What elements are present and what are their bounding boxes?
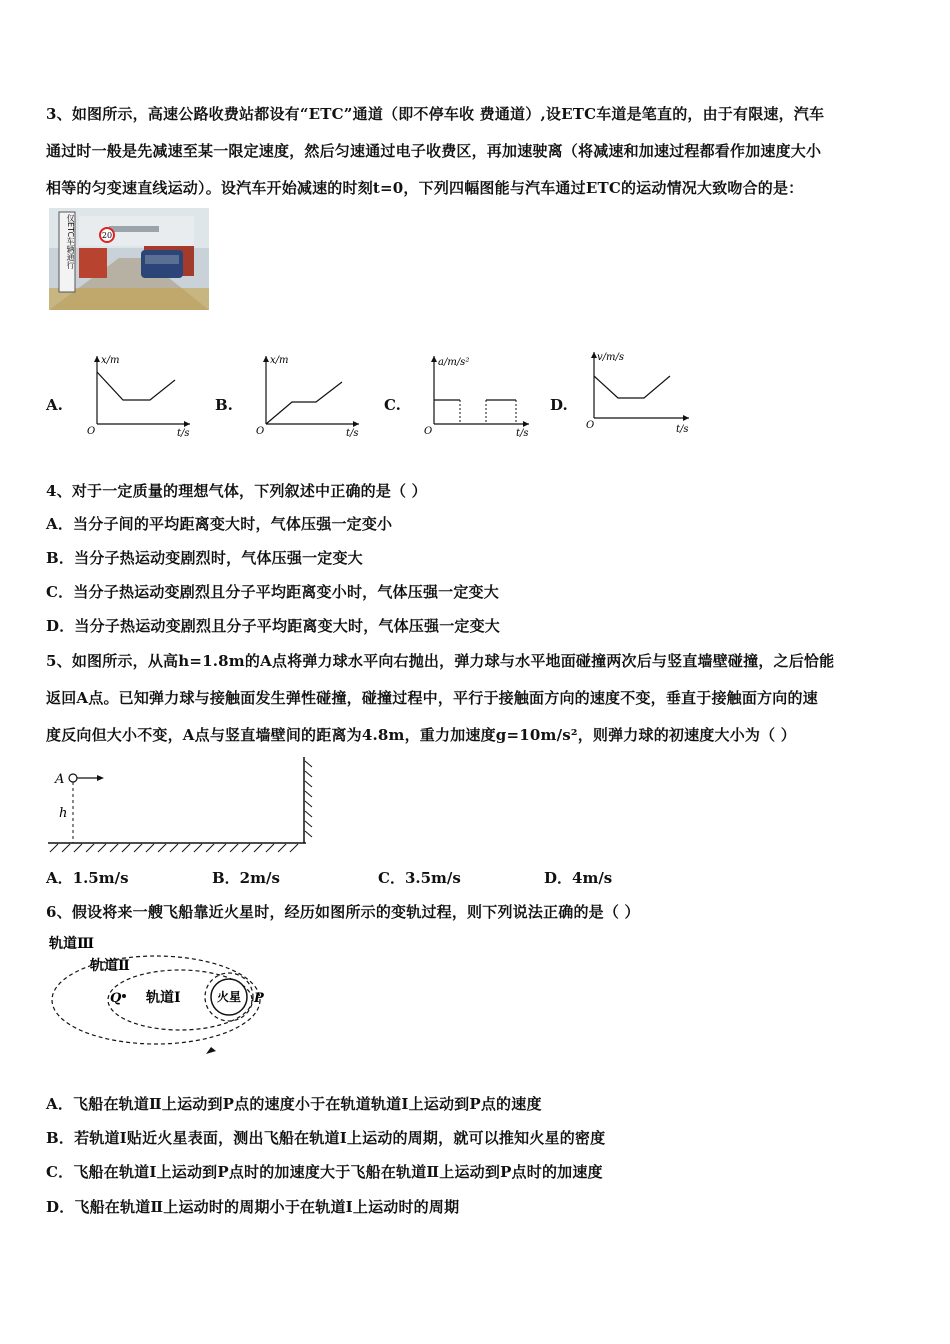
orbit-3-label: 轨道Ⅲ (49, 936, 95, 952)
direction-arrow-icon (206, 1047, 216, 1054)
q3-option-a-label: A. (46, 396, 63, 414)
etc-lane-photo (49, 208, 209, 310)
ball-icon (69, 774, 77, 782)
q3-option-b-label: B. (215, 396, 233, 414)
q3-graph-a-xlabel: t/s (177, 428, 190, 438)
q3-graph-a (85, 352, 195, 438)
orbit-1-label: 轨道Ⅰ (146, 990, 181, 1006)
q5-figure (46, 755, 316, 855)
q3-graph-c-origin: O (424, 426, 433, 437)
q3-stem-line-3: 相等的匀变速直线运动）。设汽车开始减速的时刻t=0，下列四幅图能与汽车通过ETC的运动情况大致吻合的是： (46, 179, 804, 197)
q5-option-b: B．2m/s (212, 869, 280, 887)
q3-graph-c (424, 352, 534, 438)
q3-graph-c-ylabel: a/m/s² (438, 357, 470, 368)
q6-orbit-figure (46, 930, 286, 1060)
q3-graph-c-xlabel: t/s (516, 428, 529, 438)
q3-graph-b-origin: O (256, 426, 265, 437)
q3-option-c-label: C. (384, 396, 401, 414)
velocity-arrow-icon (97, 775, 104, 781)
point-p-label: P (254, 991, 264, 1006)
etc-sign-text: 仅ETC车辆通行 (66, 214, 75, 270)
q3-graph-d-xlabel: t/s (676, 424, 689, 434)
q3-graph-b (254, 352, 364, 438)
q4-stem: 4、对于一定质量的理想气体，下列叙述中正确的是（ ） (46, 482, 427, 500)
q6-option-b: B．若轨道I贴近火星表面，测出飞船在轨道I上运动的周期，就可以推知火星的密度 (46, 1129, 606, 1147)
speed-limit-text: 20 (101, 231, 113, 240)
q4-option-d: D．当分子热运动变剧烈且分子平均距离变大时，气体压强一定变大 (46, 617, 501, 635)
q3-stem-line-2: 通过时一般是先减速至某一限定速度，然后匀速通过电子收费区，再加速驶离（将减速和加速过程都看作加速度大小 (46, 142, 822, 160)
mars-label: 火星 (216, 990, 242, 1004)
q3-graph-a-origin: O (87, 426, 96, 437)
q4-option-c: C．当分子热运动变剧烈且分子平均距离变小时，气体压强一定变大 (46, 583, 499, 601)
q3-graph-d-ylabel: v/m/s (597, 352, 625, 363)
q5-height-label: h (59, 806, 68, 821)
q5-stem-line-2: 返回A点。已知弹力球与接触面发生弹性碰撞，碰撞过程中，平行于接触面方向的速度不变，垂直于接触面方向的速 (46, 689, 818, 707)
q5-option-c: C．3.5m/s (378, 869, 461, 887)
q6-stem: 6、假设将来一艘飞船靠近火星时，经历如图所示的变轨过程，则下列说法正确的是（ ） (46, 903, 640, 921)
orbit-2-label: 轨道Ⅱ (90, 958, 130, 974)
q3-graph-a-ylabel: x/m (101, 355, 120, 366)
q3-stem-line-1: 3、如图所示，高速公路收费站都设有“ETC”通道（即不停车收 费通道）,设ETC车道是笔直的，由于有限速，汽车 (46, 105, 825, 123)
q3-graph-b-xlabel: t/s (346, 428, 359, 438)
q5-point-a-label: A (55, 772, 65, 787)
speed-limit-sign (100, 228, 114, 242)
q4-option-a: A．当分子间的平均距离变大时，气体压强一定变小 (46, 515, 393, 533)
q4-option-b: B．当分子热运动变剧烈时，气体压强一定变大 (46, 549, 363, 567)
q5-stem-line-3: 度反向但大小不变，A点与竖直墙壁间的距离为4.8m，重力加速度g=10m/s²，则弹力球的初速度大小为（ ） (46, 726, 796, 744)
q6-option-a: A．飞船在轨道Ⅱ上运动到P点的速度小于在轨道轨道Ⅰ上运动到P点的速度 (46, 1095, 542, 1113)
q3-graph-d (584, 348, 694, 434)
q5-option-a: A．1.5m/s (46, 869, 129, 887)
q6-option-c: C．飞船在轨道I上运动到P点时的加速度大于飞船在轨道Ⅱ上运动到P点时的加速度 (46, 1163, 603, 1181)
point-q-label: Q (110, 991, 122, 1006)
q6-option-d: D．飞船在轨道Ⅱ上运动时的周期小于在轨道I上运动时的周期 (46, 1198, 460, 1216)
q3-option-d-label: D. (550, 396, 568, 414)
q3-graph-d-origin: O (586, 420, 595, 431)
q3-graph-b-ylabel: x/m (270, 355, 289, 366)
q5-option-d: D．4m/s (544, 869, 613, 887)
q5-stem-line-1: 5、如图所示，从高h=1.8m的A点将弹力球水平向右抛出，弹力球与水平地面碰撞两次后与竖直墙壁碰撞，之后恰能 (46, 652, 835, 670)
